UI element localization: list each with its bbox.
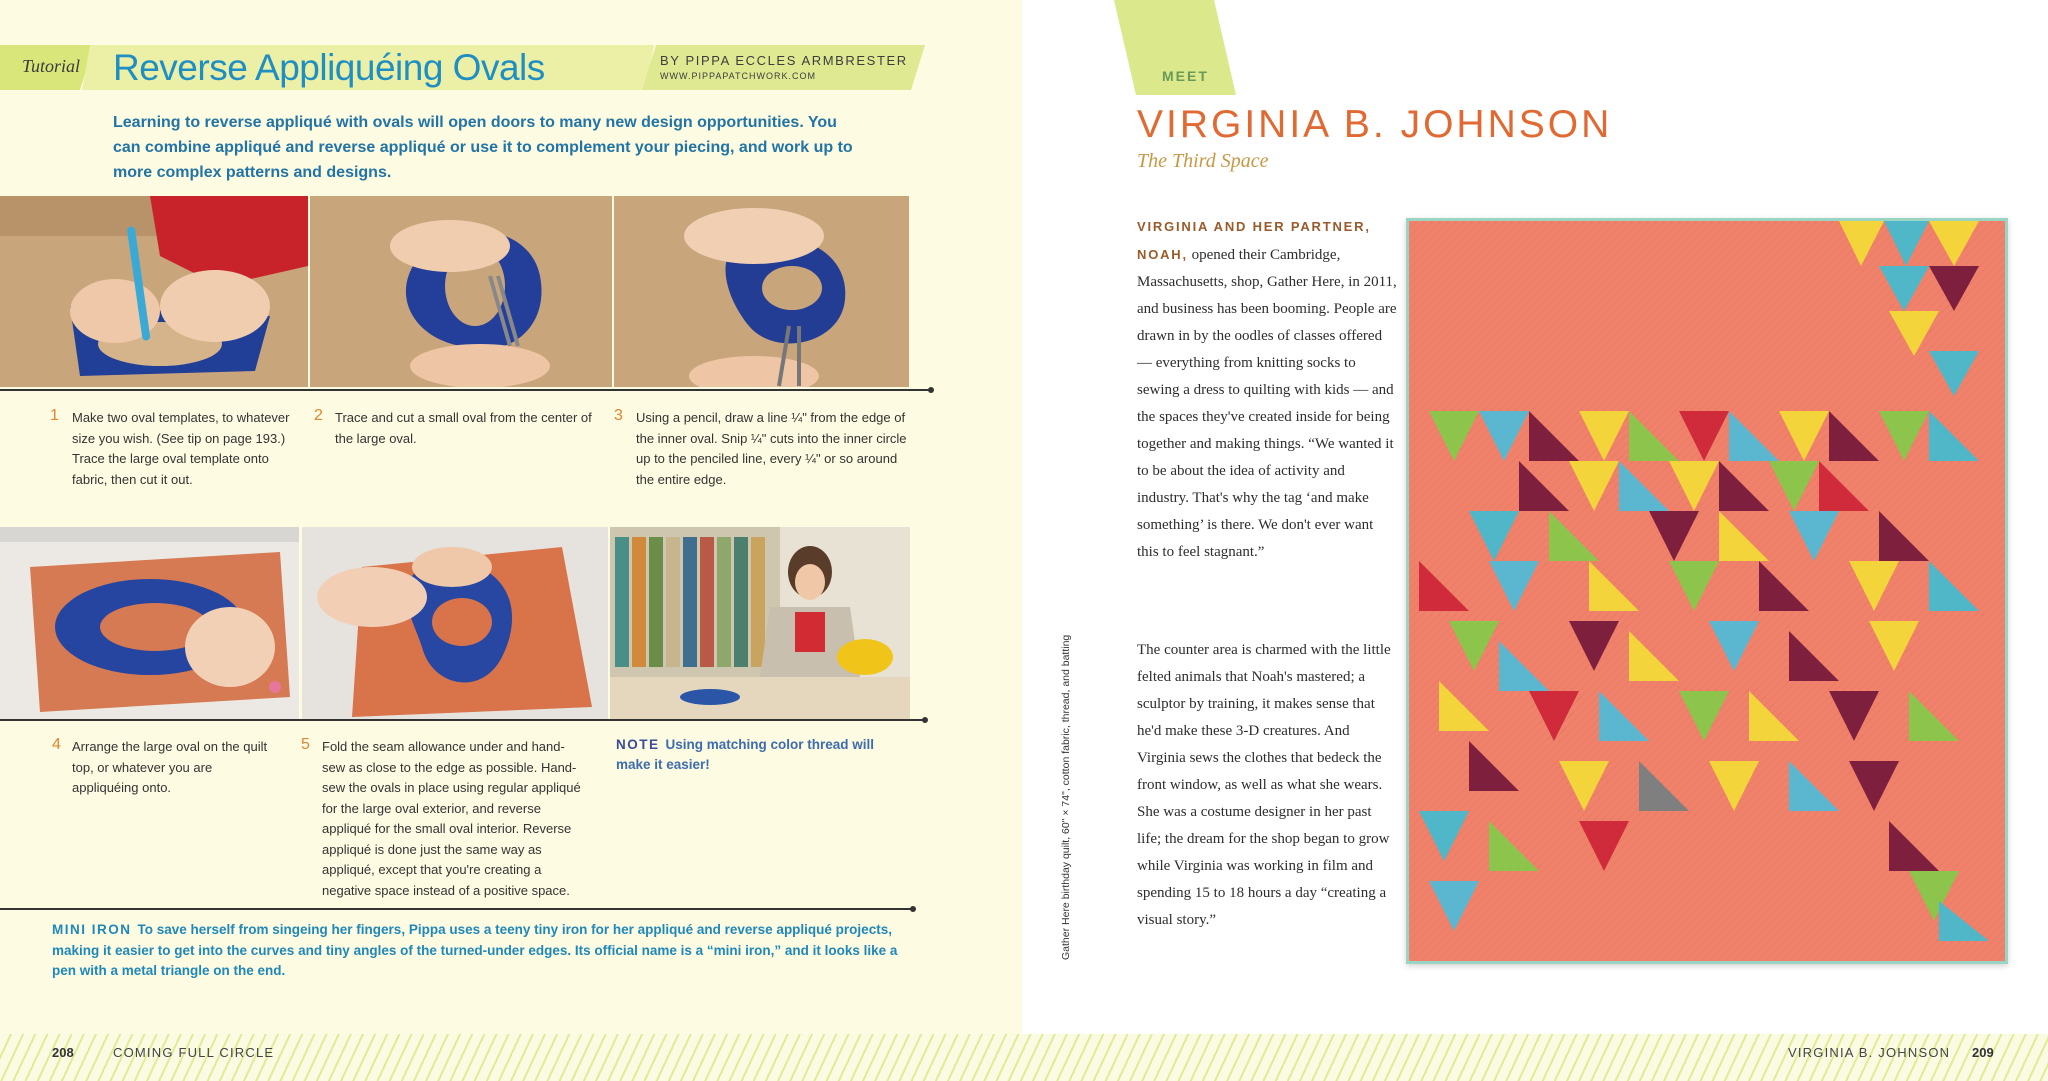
tracing-template-illustration [0,196,308,387]
step-2-text: Trace and cut a small oval from the center of the large oval. [335,410,592,446]
profile-name: VIRGINIA B. JOHNSON [1137,103,1613,146]
rule-end-dot [928,387,934,393]
step-6-photo [610,527,910,719]
folding-seam-illustration [302,527,608,719]
step-5-photo [302,527,608,719]
right-running-head: VIRGINIA B. JOHNSON [1788,1045,1951,1060]
step-number-3: 3 [614,407,623,424]
lead-in-caps: VIRGINIA AND HER PARTNER, NOAH, [1137,219,1371,262]
title-band [0,45,925,90]
left-running-head: COMING FULL CIRCLE [113,1045,275,1060]
step-2-photo [310,196,612,387]
pinning-oval-illustration [0,527,299,719]
step-row-rule-2 [0,719,924,721]
step-1-text: Make two oval templates, to whatever size you wish. (See tip on page 193.) Trace the large oval template onto fabric, then cut it out. [72,410,290,487]
mini-iron-tip [52,920,912,982]
tutorial-title: Reverse Appliquéing Ovals [113,47,545,88]
cutting-oval-illustration [310,196,612,387]
right-page-number: 209 [1972,1045,1994,1060]
paragraph-1-text: opened their Cambridge, Massachusetts, shop, Gather Here, in 2011, and business has been booming. People are drawn in by the oodles of classes offered — everything from knitting socks to sewing a dress to quilting with kids — and the spaces they've created inside for being together and making things. “We wanted it to be about the idea of activity and industry. That's why the tag ‘and make something’ is there. We don't ever want this to feel stagnant.” [1137,247,1397,560]
step-5-text: Fold the seam allowance under and hand-sew as close to the edge as possible. Hand-sew the ovals in place using regular appliqué for the large oval exterior, and reverse appliqué for the small oval interior. Reverse appliqué is done just the same way as appliqué, except that you're creating a negative space instead of a positive space. [322,739,581,898]
step-3-text: Using a pencil, draw a line ¼" from the edge of the inner oval. Snip ¼" cuts into the inner circle up to the penciled line, every ¼" or so around the entire edge. [636,410,907,487]
meet-label: MEET [1162,68,1209,84]
snipping-edge-illustration [614,196,909,387]
shop-sewing-illustration [610,527,910,719]
step-3-photo [614,196,909,387]
step-number-4: 4 [52,736,61,753]
step-1-photo [0,196,308,387]
birthday-quilt-illustration [1409,221,2005,961]
note-label: NOTE [616,737,660,752]
step-number-1: 1 [50,407,59,424]
rule-end-dot [910,906,916,912]
tutorial-label: Tutorial [22,56,81,76]
intro-paragraph: Learning to reverse appliqué with ovals will open doors to many new design opportunities. You can combine appliqué and reverse appliqué or use it to complement your piecing, and work up to more complex patterns and designs. [113,114,853,181]
step-number-5: 5 [301,736,310,753]
note-text: Using matching color thread will make it easier! [616,737,875,772]
step-row-rule-1 [0,389,930,391]
rule-end-dot [922,717,928,723]
body-paragraph-1 [1137,213,1397,566]
photo-caption: Gather Here birthday quilt, 60" × 74", cotton fabric, thread, and batting [1060,634,1072,960]
mini-iron-label: MINI IRON [52,922,132,937]
byline: BY PIPPA ECCLES ARMBRESTER [660,53,908,68]
left-page [0,0,1022,1081]
step-number-2: 2 [314,407,323,424]
body-paragraph-2: The counter area is charmed with the little felted animals that Noah's mastered; a sculptor by training, it makes sense that he'd make these 3-D creatures. And Virginia sews the clothes that bedeck the front window, as well as what she wears. She was a costume designer in her past life; the dream for the shop began to grow while Virginia was working in film and spending 15 to 18 hours a day “creating a visual story.” [1137,642,1391,928]
profile-subtitle: The Third Space [1137,150,1269,172]
mini-iron-rule [0,908,914,910]
mini-iron-text: To save herself from singeing her fingers, Pippa uses a teeny tiny iron for her appliqué and reverse appliqué projects, making it easier to get into the curves and tiny angles of the turned-under edges. Its official name is a “mini iron,” and it looks like a pen with a metal triangle on the end. [52,922,898,978]
left-page-number: 208 [52,1045,74,1060]
step-4-text: Arrange the large oval on the quilt top, or whatever you are appliquéing onto. [72,739,268,795]
footer-pattern-bar [0,1034,2048,1081]
quilt-photo [1406,218,2008,964]
note-callout [616,735,906,775]
step-4-photo [0,527,299,719]
website-url: WWW.PIPPAPATCHWORK.COM [660,71,816,81]
